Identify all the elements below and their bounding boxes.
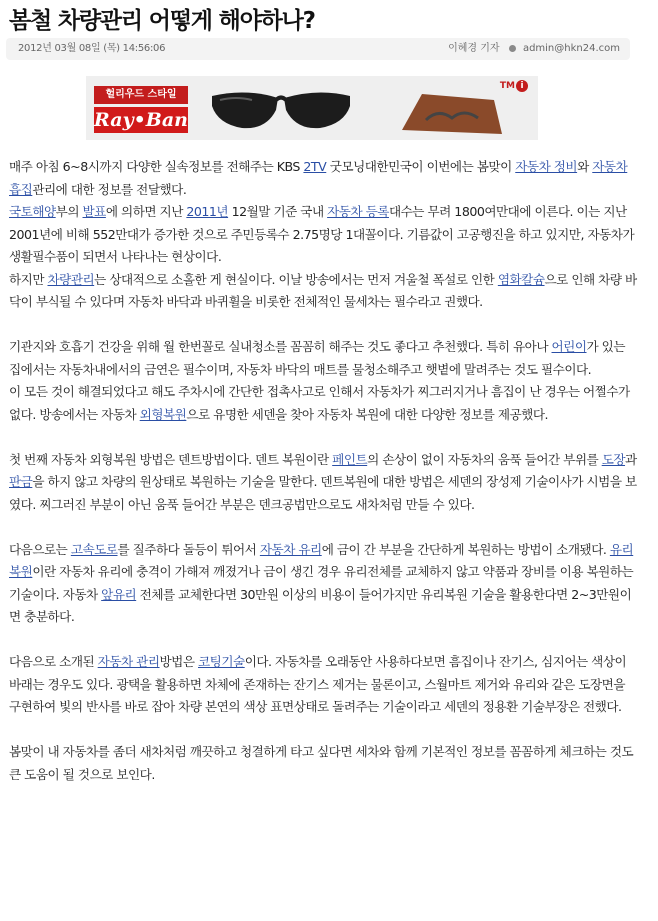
- article-meta-bar: [6, 38, 630, 60]
- paragraph-text: 전체를 교체한다면 30만원 이상의 비용이 들어가지만 유리복원 기술을 활용한다면 2~3만원이면 충분하다.: [9, 586, 632, 624]
- keyword-link[interactable]: 판금: [9, 474, 33, 489]
- keyword-link[interactable]: 자동차 관리: [97, 654, 160, 669]
- keyword-link[interactable]: 코팅기술: [198, 654, 245, 669]
- paragraph-text: 이다. 자동차를 오래동안 사용하다보면 흠집이나 잔기스, 심지어는 색상이 바래는 경우도 있다. 광택을 활용하면 차체에 존재하는 잔기스 제거는 물론이고, 스월마트 제거와 유리와 같은 도장면을 구현하여 빛의 반사를 바로 잡아 차량 본연의 색상 표면상태로 돌려주는 기술이라고 세덴의 정용환 기술부장은 전했다.: [9, 654, 627, 714]
- reporter-name: 이혜경 기자: [448, 43, 500, 54]
- email-icon: [509, 45, 516, 52]
- keyword-link[interactable]: 자동차 등록: [327, 204, 389, 219]
- paragraph-text: 봄맞이 내 자동차를 좀더 새차처럼 깨끗하고 청결하게 타고 싶다면 세차와 함께 기본적인 정보를 꼼꼼하게 체크하는 것도 큰 도움이 될 것으로 보인다.: [9, 744, 634, 782]
- paragraph-text: 12월말 기준 국내: [228, 204, 328, 219]
- paragraph-gap: [9, 314, 637, 337]
- paragraph-text: 는 상대적으로 소홀한 게 현실이다. 이날 방송에서는 먼저 겨울철 폭설로 인한: [94, 271, 498, 287]
- keyword-link[interactable]: 국토해양: [9, 204, 56, 219]
- paragraph-text: 이란 자동차 유리에 충격이 가해져 깨졌거나 금이 생긴 경우 유리전체를 교체하지 않고 약품과 장비를 이용 복원하는 기술이다. 자동차: [9, 564, 634, 602]
- keyword-link[interactable]: 염화칼슘: [497, 271, 545, 287]
- paragraph-text: 을 하지 않고 차량의 원상태로 복원하는 기술을 말한다. 덴트복원에 대한 방법은 세덴의 장성제 기술이사가 시범을 보였다. 찌그러진 부분이 아닌 움푹 들어간 부분은 덴크공법만으로도 새차처럼 만들 수 있다.: [9, 474, 637, 512]
- keyword-link[interactable]: 앞유리: [101, 586, 137, 602]
- article-paragraph: [9, 741, 637, 786]
- paragraph-text: 에 금이 간 부분을 간단하게 복원하는 방법이 소개됐다.: [321, 541, 610, 557]
- ad-brand-logo: Ray•Ban: [94, 109, 188, 131]
- paragraph-gap: [9, 719, 637, 742]
- keyword-link[interactable]: 차량관리: [47, 271, 95, 287]
- article-paragraph: [9, 156, 637, 201]
- article-date: 2012년 03월 08일 (목) 14:56:06: [18, 43, 166, 54]
- article-body: [9, 156, 637, 786]
- ad-badge: TM i: [500, 80, 528, 92]
- article-paragraph: [9, 381, 637, 426]
- paragraph-text: 으로 유명한 세덴을 찾아 자동차 복원에 대한 다양한 정보를 제공했다.: [186, 406, 549, 422]
- article-paragraph: [9, 539, 637, 629]
- paragraph-text: 의 손상이 없이 자동차의 움푹 들어간 부위를: [367, 451, 602, 467]
- paragraph-text: 하지만: [9, 271, 48, 287]
- ad-slogan: 헐리우드 스타일: [94, 86, 188, 104]
- paragraph-text: 에 의하면 지난: [105, 204, 187, 219]
- paragraph-text: 굿모닝대한민국이 이번에는 봄맞이: [326, 159, 516, 174]
- ad-banner-rayban[interactable]: [86, 76, 538, 140]
- article-paragraph: [9, 449, 637, 517]
- article-title: 봄철 차량관리 어떻게 해야하나?: [9, 8, 315, 34]
- keyword-link[interactable]: 자동차 유리: [259, 541, 322, 557]
- keyword-link[interactable]: 자동차 정비: [515, 159, 578, 174]
- paragraph-text: 과: [625, 451, 637, 467]
- article-paragraph: [9, 651, 637, 719]
- paragraph-gap: [9, 629, 637, 652]
- keyword-link[interactable]: 2TV: [303, 159, 327, 174]
- glasses-case-icon: [398, 90, 508, 136]
- paragraph-text: 와: [577, 159, 593, 174]
- article-paragraph: [9, 336, 637, 381]
- keyword-link[interactable]: 고속도로: [70, 541, 118, 557]
- keyword-link[interactable]: 발표: [82, 204, 106, 219]
- keyword-link[interactable]: 페인트: [332, 451, 368, 467]
- article-byline: [448, 38, 620, 60]
- paragraph-text: 매주 아침 6~8시까지 다양한 실속정보를 전해주는 KBS: [9, 159, 304, 174]
- paragraph-text: 첫 번째 자동차 외형복원 방법은 덴트방법이다. 덴트 복원이란: [9, 451, 333, 467]
- reporter-email[interactable]: admin@hkn24.com: [522, 43, 620, 54]
- paragraph-text: 를 질주하다 돌등이 튀어서: [117, 541, 260, 557]
- keyword-link[interactable]: 유리복원: [9, 541, 634, 579]
- info-icon: i: [516, 80, 528, 92]
- paragraph-text: 대수는 무려 1800여만대에 이른다. 이는 지난 2001년에 비해 552만대가 증가한 것으로 주민등록수 2.75명당 1대꼴이다. 기름값이 고공행진을 하고 있지만, 자동차가 생활필수품이 되면서 나타나는 현상이다.: [9, 204, 635, 264]
- paragraph-text: 다음으로는: [9, 541, 71, 557]
- paragraph-text: 이 모든 것이 해결되었다고 해도 주차시에 간단한 접촉사고로 인해서 자동차가 찌그러지거나 흠집이 난 경우는 어쩔수가 없다. 방송에서는 자동차: [9, 384, 630, 422]
- keyword-link[interactable]: 2011년: [186, 204, 229, 219]
- keyword-link[interactable]: 어린이: [551, 339, 587, 354]
- paragraph-text: 관리에 대한 정보를 전달했다.: [32, 181, 187, 197]
- keyword-link[interactable]: 자동차 흡집: [9, 159, 628, 197]
- paragraph-text: 가 있는 집에서는 자동차내에서의 금연은 필수이며, 자동차 바닥의 매트를 물청소해주고 햇볕에 말려주는 것도 필수이다.: [9, 339, 626, 377]
- sunglasses-icon: [206, 80, 356, 138]
- paragraph-text: 부의: [55, 204, 83, 219]
- paragraph-text: 다음으로 소개된: [9, 654, 98, 669]
- keyword-link[interactable]: 도장: [601, 451, 626, 467]
- paragraph-text: 방법은: [159, 654, 199, 669]
- keyword-link[interactable]: 외형복원: [139, 406, 187, 422]
- paragraph-gap: [9, 516, 637, 539]
- paragraph-text: 기관지와 호흡기 건강을 위해 월 한번꼴로 실내청소를 꼼꼼히 해주는 것도 좋다고 추천했다. 특히 유아나: [9, 339, 552, 354]
- paragraph-text: 으로 인해 차량 바닥이 부식될 수 있다며 자동차 바닥과 바퀴휠을 비롯한 전체적인 물세차는 필수라고 권했다.: [9, 271, 637, 309]
- article-paragraph: [9, 201, 637, 269]
- paragraph-gap: [9, 426, 637, 449]
- article-paragraph: [9, 269, 637, 314]
